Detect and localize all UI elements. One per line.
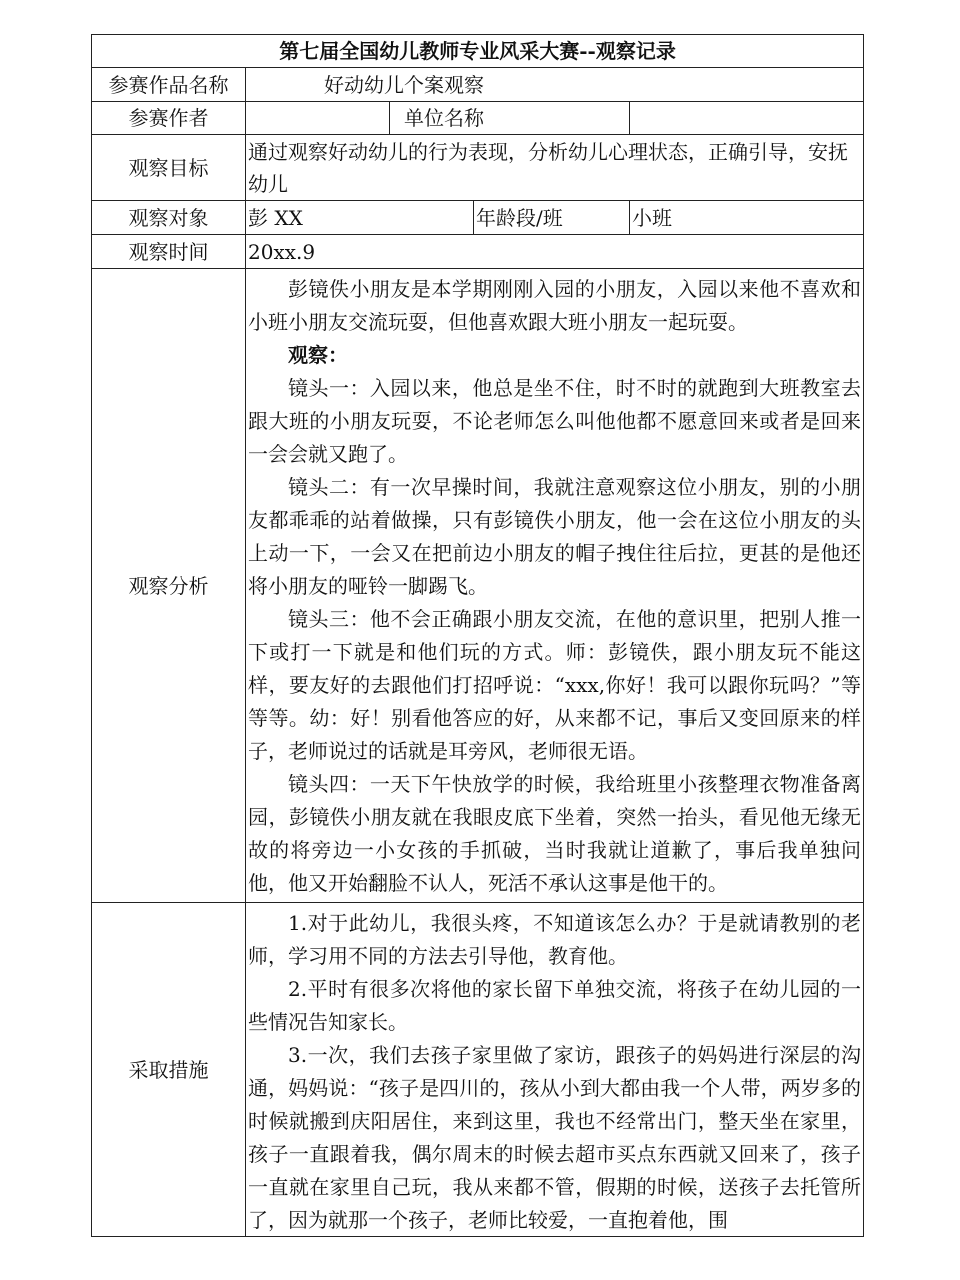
- measure-item-2: 2.平时有很多次将他的家长留下单独交流，将孩子在幼儿园的一些情况告知家长。: [248, 977, 862, 1034]
- form-title: 第七届全国幼儿教师专业风采大赛--观察记录: [92, 35, 864, 68]
- unit-value: [630, 102, 864, 135]
- age-label: 年龄段/班: [474, 201, 630, 235]
- author-label: 参赛作者: [92, 102, 246, 135]
- goal-label: 观察目标: [92, 135, 246, 201]
- analysis-shot-3: 镜头三：他不会正确跟小朋友交流，在他的意识里，把别人推一下或打一下就是和他们玩的方式。师：彭镜佚，跟小朋友玩不能这样，要友好的去跟他们打招呼说：“xxx,你好！我可以跟你玩吗？”等等等。幼：好！别看他答应的好，从来都不记，事后又变回原来的样子，老师说过的话就是耳旁风，老师很无语。: [248, 607, 862, 763]
- analysis-intro: 彭镜佚小朋友是本学期刚刚入园的小朋友，入园以来他不喜欢和小班小朋友交流玩耍，但他喜欢跟大班小朋友一起玩耍。: [248, 277, 862, 334]
- analysis-shot-4: 镜头四：一天下午快放学的时候，我给班里小孩整理衣物准备离园，彭镜佚小朋友就在我眼皮底下坐着，突然一抬头，看见他无缘无故的将旁边一小女孩的手抓破，当时我就让道歉了，事后我单独问他，他又开始翻脸不认人，死活不承认这事是他干的。: [248, 772, 862, 895]
- time-label: 观察时间: [92, 235, 246, 269]
- measures-label: 采取措施: [92, 903, 246, 1237]
- record-table: [91, 34, 864, 1237]
- measure-item-1: 1.对于此幼儿，我很头疼，不知道该怎么办？于是就请教别的老师，学习用不同的方法去引导他，教育他。: [248, 911, 862, 968]
- measures-content: [246, 903, 864, 1237]
- analysis-shot-1: 镜头一：入园以来，他总是坐不住，时不时的就跑到大班教室去跟大班的小朋友玩耍，不论老师怎么叫他他都不愿意回来或者是回来一会会就又跑了。: [248, 376, 862, 466]
- measure-item-3: 3.一次，我们去孩子家里做了家访，跟孩子的妈妈进行深层的沟通，妈妈说：“孩子是四川的，孩从小到大都由我一个人带，两岁多的时候就搬到庆阳居住，来到这里，我也不经常出门，整天坐在家里，孩子一直跟着我，偶尔周末的时候去超市买点东西就又回来了，孩子一直就在家里自己玩，我从来都不管，假期的时候，送孩子去托管所了，因为就那一个孩子，老师比较爱，一直抱着他，围: [248, 1043, 862, 1232]
- unit-label: 单位名称: [390, 102, 630, 135]
- analysis-content: [246, 269, 864, 903]
- author-value: [246, 102, 390, 135]
- analysis-label: 观察分析: [92, 269, 246, 903]
- analysis-heading: 观察：: [288, 343, 348, 367]
- subject-value: 彭 XX: [246, 201, 474, 235]
- time-value: 20xx.9: [246, 235, 864, 269]
- subject-label: 观察对象: [92, 201, 246, 235]
- goal-value: 通过观察好动幼儿的行为表现，分析幼儿心理状态，正确引导，安抚幼儿: [246, 135, 864, 201]
- measures-text-clip: [248, 907, 861, 1234]
- observation-record-form: [91, 34, 863, 1237]
- age-value: 小班: [630, 201, 864, 235]
- work-name-value: 好动幼儿个案观察: [246, 68, 864, 102]
- work-name-label: 参赛作品名称: [92, 68, 246, 102]
- analysis-shot-2: 镜头二：有一次早操时间，我就注意观察这位小朋友，别的小朋友都乖乖的站着做操，只有彭镜佚小朋友，他一会在这位小朋友的头上动一下，一会又在把前边小朋友的帽子拽住往后拉，更甚的是他还将小朋友的哑铃一脚踢飞。: [248, 475, 862, 598]
